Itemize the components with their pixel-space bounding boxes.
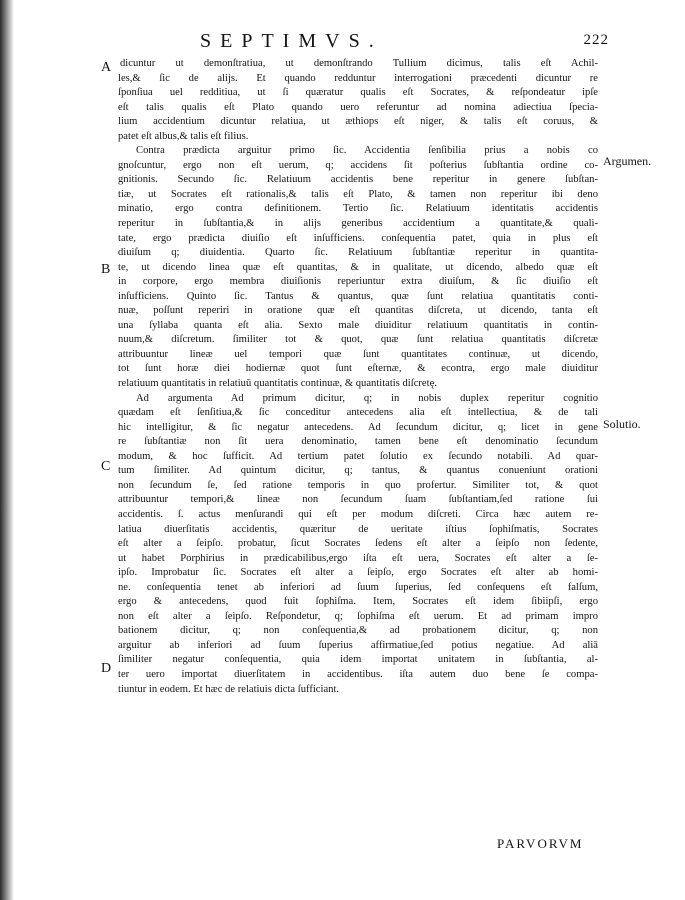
section-mark-a: A	[101, 60, 112, 75]
binding-gutter-shadow	[0, 0, 14, 900]
text-line: re ſubſtantiæ non ſit uera denominatio, tamen bene eſt denominatio ſecundum	[118, 436, 598, 448]
text-line: accidentis. ſ. actus menſurandi qui eſt per modum diſcreti. Circa hæc autem re-	[118, 508, 598, 520]
text-line: bationem dicitur, q; non conſequentia,& ad probationem dicitur, q; non	[118, 625, 598, 637]
catchword: PARVORVM	[497, 836, 584, 851]
section-mark-b: B	[101, 262, 111, 277]
text-line: patet eſt albus,& talis eſt filius.	[118, 130, 249, 142]
text-line: ſponſiua uel redditiua, ut ſi quæratur qualis eſt Socrates, & reſpondeatur ipſe	[118, 87, 598, 99]
text-line: gnitionis. Secundo ſic. Relatiuum accidentis bene reperitur in genere ſubſtan-	[118, 174, 598, 186]
text-line: dicuntur ut demonſtratiua, ut demonſtrando Tullium dicimus, talis eſt Achil-	[120, 58, 598, 69]
text-line: nuum,& diſcretum. ſimiliter tot & quot, quæ ſunt relatiua quantitatis diſcretæ	[118, 334, 598, 346]
text-line: hic intelligitur, & ſic negatur antecedens. Ad ſecundum dicitur, q; licet in gene	[118, 421, 598, 433]
text-line: ergo & antecedens, quod fuit ſophiſma. Item, Socrates eſt idem ſibiipſi, ergo	[118, 596, 598, 608]
text-line: arguitur ab inferiori ad ſuum ſuperius affirmatiue,ſed potius negatiue. Ad aliā	[118, 639, 598, 651]
text-line: ne. conſequentia tenet ab inferiori ad ſuum ſuperius, ſed conſequens eſt falſum,	[118, 581, 598, 593]
text-line: tum ſimiliter. Ad quintum dicitur, q; tantus, & quantus conueniunt orationi	[118, 465, 598, 477]
text-line: attribuuntur lineæ uel tempori quæ ſunt quantitates continuæ, ut dicendo,	[118, 348, 598, 360]
text-line: latiua diuerſitatis accidentis, quæritur de ueritate iſtius ſophiſmatis, Socrates	[118, 523, 598, 535]
page-number: 222	[583, 32, 609, 48]
text-line: Ad argumenta Ad primum dicitur, q; in nobis duplex reperitur cognitio	[136, 392, 598, 404]
text-line: reperitur in ſubſtantia,& in alijs generibus accidentium a quantitate,& quali-	[118, 218, 598, 230]
text-line: Contra prædicta arguitur primo ſic. Accidentia ſenſibilia prius a nobis co	[136, 145, 598, 157]
text-line: eſt alter a ſeipſo. probatur, ſicut Socrates ſedens eſt alter a ſeipſo non ſedente,	[118, 538, 598, 550]
text-line: tot ſunt horæ diei hodiernæ quot ſunt eſternæ, & econtra, ergo male diuiditur	[118, 363, 598, 375]
body-text	[118, 57, 598, 697]
section-mark-c: C	[101, 459, 111, 474]
section-mark-d: D	[101, 661, 112, 676]
text-line: ipſo. Improbatur ſic. Socrates eſt alter a ſeipſo, ergo Socrates eſt alter ab homi-	[118, 567, 598, 579]
text-line: tiæ, ut Socrates eſt rationalis,& talis eſt Plato, & tamen non reperitur ibi deno	[118, 188, 598, 200]
margin-note-solutio: Solutio.	[603, 417, 641, 431]
text-line: ut habet Porphirius in prædicabilibus,ergo iſta eſt uera, Socrates eſt alter a ſe-	[118, 552, 598, 564]
text-line: ter uero importat diuerſitatem in accidentibus. iſta autem duo bene ſe compa-	[118, 668, 598, 680]
text-line: inſufficiens. Quinto ſic. Tantus & quantus, quæ ſunt relatiua quantitatis conti-	[118, 290, 598, 302]
text-line: ſimiliter negatur conſequentia, quia idem importat unitatem in ſubſtantia, al-	[118, 654, 598, 666]
text-line: in corpore, ergo membra diuiſionis reperiuntur extra diuiſum, & ſic diuiſio eſt	[118, 276, 598, 288]
text-line: nuæ, poſſunt reperiri in oratione quæ eſt quantitas diſcreta, ut dicendo, tanta eſt	[118, 305, 598, 317]
text-line: non ſecundum ſe, ſed ratione temporis in quo profertur. Similiter tot, & quot	[118, 479, 598, 491]
text-line: attribuuntur tempori,& lineæ non ſecundum ſuam ſubſtantiam,ſed ratione ſui	[118, 494, 598, 506]
running-head: SEPTIMVS.	[200, 30, 383, 52]
text-line: te, ut dicendo linea quæ eſt quantitas, & in qualitate, ut dicendo, albedo quæ eſt	[118, 261, 598, 273]
text-line: relatiuum quantitatis in relatiuū quantitatis continuæ, & quantitatis diſcretę.	[118, 378, 437, 390]
text-line: les,& ſic de alijs. Et quando redduntur interrogationi præcedenti dicuntur re	[118, 72, 598, 84]
text-line: tiuntur in eodem. Et hæc de relatiuis dicta ſufficiant.	[118, 683, 340, 695]
text-line: quædam eſt ſenſitiua,& ſic conceditur antecedens alia eſt intellectiua, & de tali	[118, 407, 598, 419]
text-line: una ſyllaba quanta eſt alia. Sexto male diuiditur relatiuum quantitatis in contin-	[118, 319, 598, 331]
text-line: lium accidentium dicuntur relatiua, ut æthiops eſt niger, & talis eſt coruus, &	[118, 116, 598, 128]
text-line: minatio, ergo contra definitionem. Tertio ſic. Relatiuum identitatis accidentis	[118, 203, 598, 215]
text-line: gnoſcuntur, ergo non eſt uerum, q; accidens ſit poſterius ſubſtantia ordine co-	[118, 159, 598, 171]
text-line: non eſt alter a ſeipſo. Reſpondetur, q; ſophiſma eſt uerum. Et ad primam impro	[118, 610, 598, 622]
text-line: diuiſum q; diuidentia. Quarto ſic. Relatiuum ſubſtantiæ reperitur in quantita-	[118, 247, 598, 259]
margin-note-argumenta: Argumen.	[603, 154, 652, 168]
text-line: eſt talis qualis eſt Plato quando uero referuntur ad nomina adiectiua ſpecia-	[118, 101, 598, 113]
text-line: modum, & hoc ſufficit. Ad tertium patet ſolutio ex ſecundo notabili. Ad quar-	[118, 450, 598, 462]
text-line: tate, ergo prædicta diuiſio eſt inſufficiens. conſequentia patet, quia in plus eſt	[118, 232, 598, 244]
